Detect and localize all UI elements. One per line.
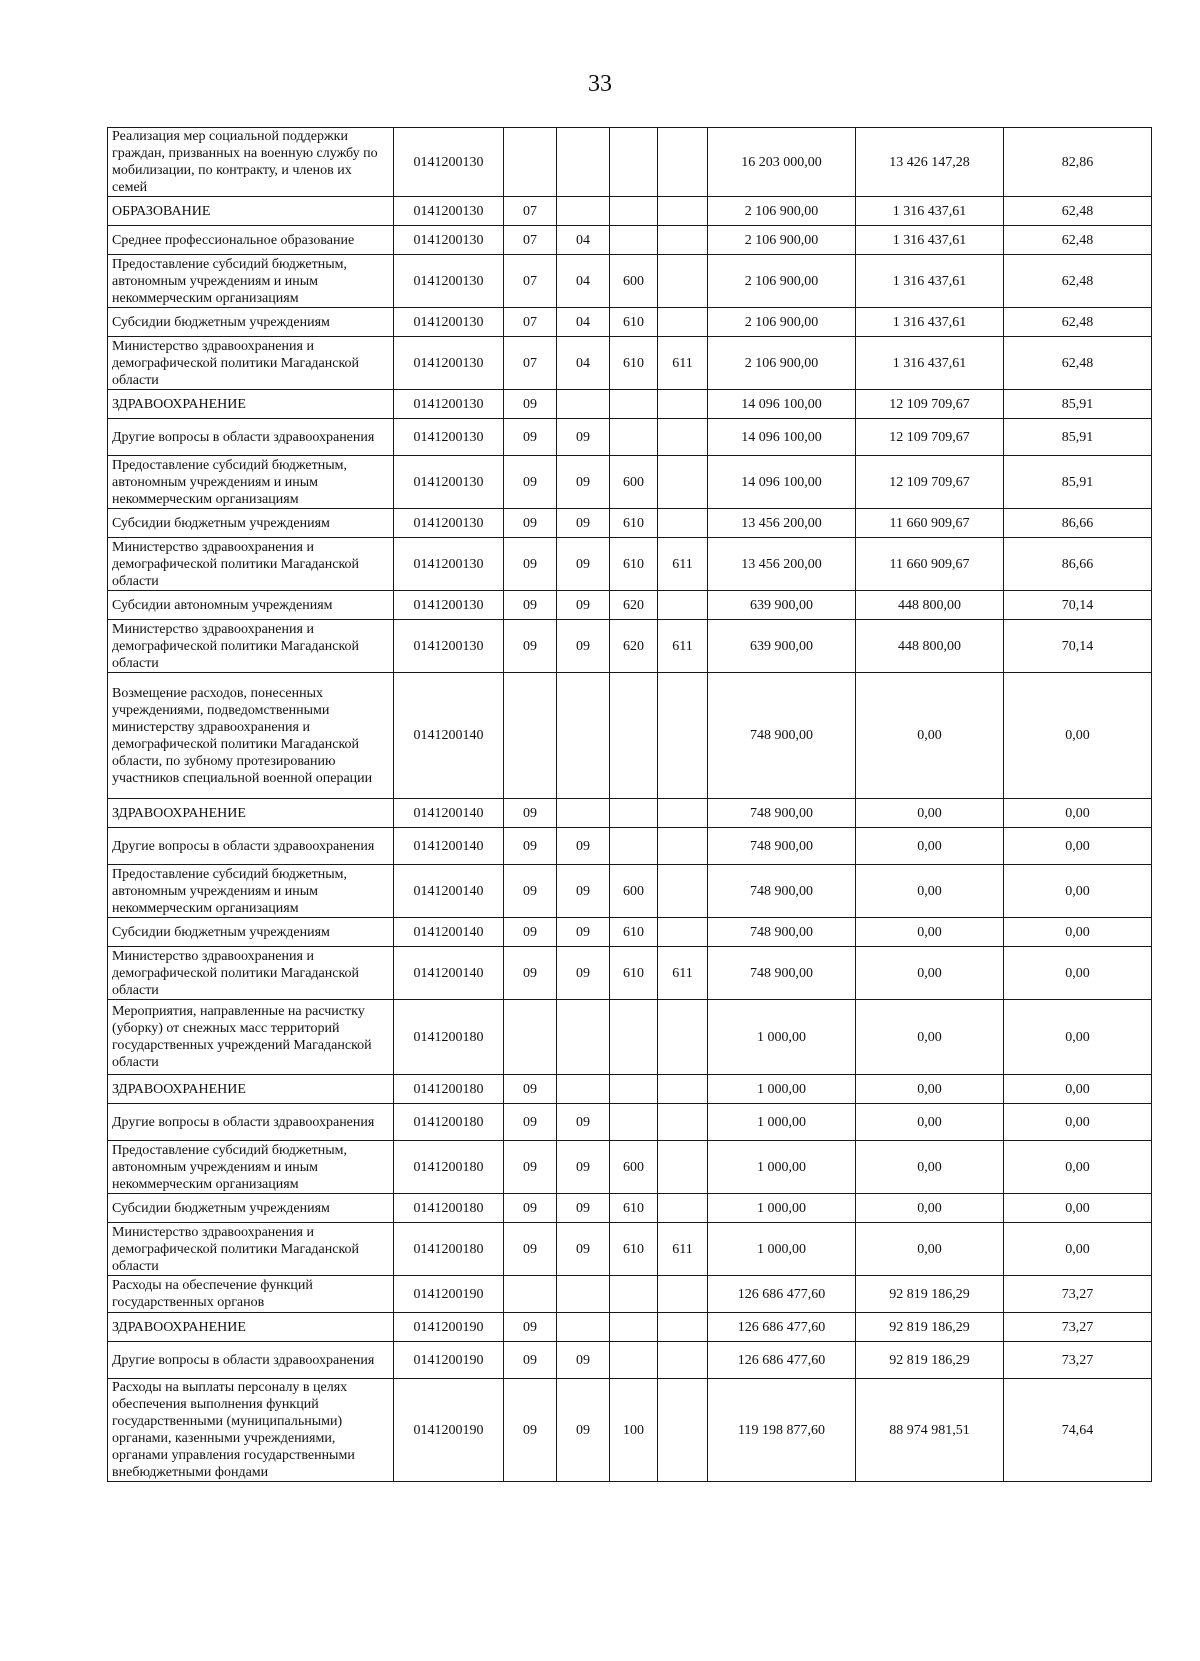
planned-amount-cell: 639 900,00: [708, 591, 856, 620]
expense-type-cell: 100: [610, 1379, 658, 1482]
target-article-cell: 0141200130: [394, 226, 504, 255]
target-article-cell: 0141200180: [394, 1223, 504, 1276]
actual-amount-cell: 0,00: [856, 1075, 1004, 1104]
subsection-code-cell: 09: [557, 947, 610, 1000]
row-name-cell: Мероприятия, направленные на расчистку (уборку) от снежных масс территорий государственных учреждений Магаданской области: [108, 1000, 394, 1075]
execution-percent-cell: 62,48: [1004, 226, 1152, 255]
expense-type-cell: [610, 390, 658, 419]
execution-percent-cell: 73,27: [1004, 1342, 1152, 1379]
expense-type-cell: 610: [610, 918, 658, 947]
target-article-cell: 0141200190: [394, 1276, 504, 1313]
administrator-code-cell: [658, 918, 708, 947]
expense-type-cell: 610: [610, 337, 658, 390]
actual-amount-cell: 0,00: [856, 1000, 1004, 1075]
expense-type-cell: 610: [610, 308, 658, 337]
target-article-cell: 0141200130: [394, 509, 504, 538]
planned-amount-cell: 119 198 877,60: [708, 1379, 856, 1482]
row-name-cell: Расходы на обеспечение функций государственных органов: [108, 1276, 394, 1313]
actual-amount-cell: 1 316 437,61: [856, 197, 1004, 226]
row-name-cell: Другие вопросы в области здравоохранения: [108, 828, 394, 865]
planned-amount-cell: 1 000,00: [708, 1194, 856, 1223]
table-row: [108, 456, 1152, 509]
administrator-code-cell: [658, 1104, 708, 1141]
actual-amount-cell: 92 819 186,29: [856, 1313, 1004, 1342]
expense-type-cell: [610, 128, 658, 197]
subsection-code-cell: [557, 673, 610, 799]
page-number: 33: [588, 71, 612, 97]
section-code-cell: 09: [504, 1379, 557, 1482]
table-row: [108, 226, 1152, 255]
subsection-code-cell: [557, 1276, 610, 1313]
subsection-code-cell: 09: [557, 828, 610, 865]
actual-amount-cell: 448 800,00: [856, 591, 1004, 620]
row-name-cell: Министерство здравоохранения и демографической политики Магаданской области: [108, 538, 394, 591]
subsection-code-cell: 04: [557, 308, 610, 337]
section-code-cell: 09: [504, 1313, 557, 1342]
execution-percent-cell: 82,86: [1004, 128, 1152, 197]
actual-amount-cell: 0,00: [856, 828, 1004, 865]
row-name-cell: Министерство здравоохранения и демографической политики Магаданской области: [108, 947, 394, 1000]
expense-type-cell: [610, 1276, 658, 1313]
subsection-code-cell: [557, 799, 610, 828]
planned-amount-cell: 126 686 477,60: [708, 1276, 856, 1313]
row-name-cell: Среднее профессиональное образование: [108, 226, 394, 255]
administrator-code-cell: [658, 308, 708, 337]
planned-amount-cell: 13 456 200,00: [708, 509, 856, 538]
expense-type-cell: 610: [610, 1223, 658, 1276]
subsection-code-cell: 04: [557, 337, 610, 390]
actual-amount-cell: 12 109 709,67: [856, 419, 1004, 456]
subsection-code-cell: [557, 1075, 610, 1104]
subsection-code-cell: 09: [557, 591, 610, 620]
actual-amount-cell: 1 316 437,61: [856, 308, 1004, 337]
row-name-cell: ЗДРАВООХРАНЕНИЕ: [108, 390, 394, 419]
table-row: [108, 1000, 1152, 1075]
actual-amount-cell: 88 974 981,51: [856, 1379, 1004, 1482]
execution-percent-cell: 62,48: [1004, 255, 1152, 308]
target-article-cell: 0141200130: [394, 255, 504, 308]
administrator-code-cell: 611: [658, 538, 708, 591]
execution-percent-cell: 73,27: [1004, 1276, 1152, 1313]
planned-amount-cell: 748 900,00: [708, 865, 856, 918]
table-row: [108, 947, 1152, 1000]
administrator-code-cell: [658, 390, 708, 419]
row-name-cell: ОБРАЗОВАНИЕ: [108, 197, 394, 226]
table-row: [108, 308, 1152, 337]
row-name-cell: Предоставление субсидий бюджетным, автономным учреждениям и иным некоммерческим организациям: [108, 1141, 394, 1194]
target-article-cell: 0141200190: [394, 1313, 504, 1342]
budget-table: [107, 127, 1152, 1482]
planned-amount-cell: 748 900,00: [708, 947, 856, 1000]
table-row: [108, 1194, 1152, 1223]
table-row: [108, 390, 1152, 419]
execution-percent-cell: 0,00: [1004, 1194, 1152, 1223]
planned-amount-cell: 748 900,00: [708, 918, 856, 947]
administrator-code-cell: [658, 456, 708, 509]
table-row: [108, 1104, 1152, 1141]
row-name-cell: ЗДРАВООХРАНЕНИЕ: [108, 799, 394, 828]
expense-type-cell: [610, 799, 658, 828]
administrator-code-cell: [658, 799, 708, 828]
subsection-code-cell: 09: [557, 419, 610, 456]
actual-amount-cell: 0,00: [856, 865, 1004, 918]
execution-percent-cell: 0,00: [1004, 947, 1152, 1000]
section-code-cell: 09: [504, 1342, 557, 1379]
administrator-code-cell: [658, 1342, 708, 1379]
table-row: [108, 1276, 1152, 1313]
actual-amount-cell: 0,00: [856, 1223, 1004, 1276]
table-row: [108, 1075, 1152, 1104]
actual-amount-cell: 12 109 709,67: [856, 390, 1004, 419]
execution-percent-cell: 73,27: [1004, 1313, 1152, 1342]
subsection-code-cell: 09: [557, 1223, 610, 1276]
actual-amount-cell: 92 819 186,29: [856, 1276, 1004, 1313]
target-article-cell: 0141200140: [394, 947, 504, 1000]
expense-type-cell: 600: [610, 456, 658, 509]
actual-amount-cell: 0,00: [856, 1194, 1004, 1223]
actual-amount-cell: 448 800,00: [856, 620, 1004, 673]
planned-amount-cell: 1 000,00: [708, 1075, 856, 1104]
row-name-cell: ЗДРАВООХРАНЕНИЕ: [108, 1313, 394, 1342]
table-row: [108, 337, 1152, 390]
planned-amount-cell: 2 106 900,00: [708, 226, 856, 255]
expense-type-cell: [610, 1342, 658, 1379]
section-code-cell: 09: [504, 1223, 557, 1276]
section-code-cell: 07: [504, 308, 557, 337]
table-row: [108, 255, 1152, 308]
administrator-code-cell: [658, 1000, 708, 1075]
planned-amount-cell: 126 686 477,60: [708, 1342, 856, 1379]
planned-amount-cell: 16 203 000,00: [708, 128, 856, 197]
planned-amount-cell: 14 096 100,00: [708, 390, 856, 419]
actual-amount-cell: 11 660 909,67: [856, 509, 1004, 538]
table-row: [108, 828, 1152, 865]
planned-amount-cell: 1 000,00: [708, 1104, 856, 1141]
administrator-code-cell: [658, 828, 708, 865]
expense-type-cell: 610: [610, 1194, 658, 1223]
section-code-cell: 07: [504, 226, 557, 255]
target-article-cell: 0141200130: [394, 419, 504, 456]
execution-percent-cell: 0,00: [1004, 1075, 1152, 1104]
section-code-cell: 07: [504, 255, 557, 308]
expense-type-cell: [610, 197, 658, 226]
section-code-cell: 09: [504, 828, 557, 865]
table-row: [108, 799, 1152, 828]
planned-amount-cell: 126 686 477,60: [708, 1313, 856, 1342]
execution-percent-cell: 0,00: [1004, 1104, 1152, 1141]
administrator-code-cell: [658, 419, 708, 456]
table-row: [108, 865, 1152, 918]
execution-percent-cell: 62,48: [1004, 308, 1152, 337]
subsection-code-cell: [557, 197, 610, 226]
subsection-code-cell: [557, 128, 610, 197]
section-code-cell: 09: [504, 419, 557, 456]
table-row: [108, 197, 1152, 226]
execution-percent-cell: 0,00: [1004, 865, 1152, 918]
expense-type-cell: 600: [610, 255, 658, 308]
actual-amount-cell: 11 660 909,67: [856, 538, 1004, 591]
execution-percent-cell: 85,91: [1004, 419, 1152, 456]
section-code-cell: 09: [504, 918, 557, 947]
administrator-code-cell: 611: [658, 620, 708, 673]
row-name-cell: Предоставление субсидий бюджетным, автономным учреждениям и иным некоммерческим организациям: [108, 456, 394, 509]
target-article-cell: 0141200130: [394, 591, 504, 620]
execution-percent-cell: 86,66: [1004, 538, 1152, 591]
target-article-cell: 0141200180: [394, 1075, 504, 1104]
actual-amount-cell: 0,00: [856, 1104, 1004, 1141]
section-code-cell: 09: [504, 509, 557, 538]
administrator-code-cell: [658, 226, 708, 255]
actual-amount-cell: 12 109 709,67: [856, 456, 1004, 509]
row-name-cell: Другие вопросы в области здравоохранения: [108, 1342, 394, 1379]
administrator-code-cell: [658, 1379, 708, 1482]
planned-amount-cell: 639 900,00: [708, 620, 856, 673]
target-article-cell: 0141200130: [394, 337, 504, 390]
target-article-cell: 0141200140: [394, 799, 504, 828]
section-code-cell: 09: [504, 1141, 557, 1194]
row-name-cell: Предоставление субсидий бюджетным, автономным учреждениям и иным некоммерческим организациям: [108, 255, 394, 308]
expense-type-cell: 620: [610, 620, 658, 673]
section-code-cell: 09: [504, 591, 557, 620]
table-row: [108, 509, 1152, 538]
table-body: [108, 128, 1152, 1482]
planned-amount-cell: 2 106 900,00: [708, 337, 856, 390]
execution-percent-cell: 0,00: [1004, 1000, 1152, 1075]
table-row: [108, 620, 1152, 673]
administrator-code-cell: [658, 1194, 708, 1223]
row-name-cell: Субсидии бюджетным учреждениям: [108, 918, 394, 947]
section-code-cell: 09: [504, 799, 557, 828]
actual-amount-cell: 0,00: [856, 673, 1004, 799]
administrator-code-cell: [658, 1141, 708, 1194]
row-name-cell: Другие вопросы в области здравоохранения: [108, 1104, 394, 1141]
section-code-cell: 09: [504, 538, 557, 591]
subsection-code-cell: 04: [557, 255, 610, 308]
administrator-code-cell: [658, 865, 708, 918]
subsection-code-cell: 09: [557, 538, 610, 591]
target-article-cell: 0141200140: [394, 673, 504, 799]
execution-percent-cell: 70,14: [1004, 620, 1152, 673]
section-code-cell: 09: [504, 947, 557, 1000]
section-code-cell: 09: [504, 1104, 557, 1141]
row-name-cell: Реализация мер социальной поддержки граждан, призванных на военную службу по мобилизации, по контракту, и членов их семей: [108, 128, 394, 197]
target-article-cell: 0141200180: [394, 1104, 504, 1141]
section-code-cell: 09: [504, 456, 557, 509]
execution-percent-cell: 85,91: [1004, 456, 1152, 509]
execution-percent-cell: 62,48: [1004, 197, 1152, 226]
subsection-code-cell: [557, 1000, 610, 1075]
section-code-cell: [504, 1276, 557, 1313]
execution-percent-cell: 0,00: [1004, 673, 1152, 799]
actual-amount-cell: 1 316 437,61: [856, 337, 1004, 390]
row-name-cell: Предоставление субсидий бюджетным, автономным учреждениям и иным некоммерческим организациям: [108, 865, 394, 918]
table-row: [108, 419, 1152, 456]
subsection-code-cell: 09: [557, 1141, 610, 1194]
actual-amount-cell: 1 316 437,61: [856, 255, 1004, 308]
target-article-cell: 0141200130: [394, 197, 504, 226]
expense-type-cell: [610, 1075, 658, 1104]
table-row: [108, 128, 1152, 197]
actual-amount-cell: 1 316 437,61: [856, 226, 1004, 255]
table-row: [108, 538, 1152, 591]
administrator-code-cell: [658, 509, 708, 538]
planned-amount-cell: 2 106 900,00: [708, 255, 856, 308]
execution-percent-cell: 0,00: [1004, 799, 1152, 828]
actual-amount-cell: 0,00: [856, 918, 1004, 947]
planned-amount-cell: 748 900,00: [708, 828, 856, 865]
subsection-code-cell: 09: [557, 509, 610, 538]
planned-amount-cell: 2 106 900,00: [708, 197, 856, 226]
subsection-code-cell: 09: [557, 1194, 610, 1223]
subsection-code-cell: 09: [557, 918, 610, 947]
execution-percent-cell: 74,64: [1004, 1379, 1152, 1482]
section-code-cell: [504, 1000, 557, 1075]
planned-amount-cell: 1 000,00: [708, 1000, 856, 1075]
section-code-cell: [504, 673, 557, 799]
expense-type-cell: 610: [610, 947, 658, 1000]
actual-amount-cell: 13 426 147,28: [856, 128, 1004, 197]
subsection-code-cell: 09: [557, 1342, 610, 1379]
row-name-cell: Субсидии автономным учреждениям: [108, 591, 394, 620]
subsection-code-cell: 09: [557, 620, 610, 673]
table-row: [108, 1223, 1152, 1276]
table-row: [108, 1342, 1152, 1379]
administrator-code-cell: [658, 197, 708, 226]
administrator-code-cell: [658, 128, 708, 197]
expense-type-cell: [610, 1104, 658, 1141]
planned-amount-cell: 748 900,00: [708, 673, 856, 799]
row-name-cell: Министерство здравоохранения и демографической политики Магаданской области: [108, 620, 394, 673]
target-article-cell: 0141200190: [394, 1379, 504, 1482]
actual-amount-cell: 0,00: [856, 1141, 1004, 1194]
expense-type-cell: 600: [610, 865, 658, 918]
section-code-cell: 09: [504, 620, 557, 673]
execution-percent-cell: 70,14: [1004, 591, 1152, 620]
administrator-code-cell: [658, 1313, 708, 1342]
actual-amount-cell: 92 819 186,29: [856, 1342, 1004, 1379]
table-row: [108, 1141, 1152, 1194]
section-code-cell: 07: [504, 337, 557, 390]
target-article-cell: 0141200180: [394, 1141, 504, 1194]
expense-type-cell: [610, 1313, 658, 1342]
target-article-cell: 0141200140: [394, 918, 504, 947]
administrator-code-cell: [658, 1276, 708, 1313]
section-code-cell: 09: [504, 865, 557, 918]
table-row: [108, 1313, 1152, 1342]
execution-percent-cell: 0,00: [1004, 918, 1152, 947]
expense-type-cell: [610, 419, 658, 456]
target-article-cell: 0141200180: [394, 1194, 504, 1223]
target-article-cell: 0141200130: [394, 390, 504, 419]
target-article-cell: 0141200130: [394, 128, 504, 197]
target-article-cell: 0141200190: [394, 1342, 504, 1379]
administrator-code-cell: 611: [658, 1223, 708, 1276]
execution-percent-cell: 0,00: [1004, 828, 1152, 865]
section-code-cell: 07: [504, 197, 557, 226]
planned-amount-cell: 748 900,00: [708, 799, 856, 828]
administrator-code-cell: 611: [658, 337, 708, 390]
planned-amount-cell: 1 000,00: [708, 1141, 856, 1194]
target-article-cell: 0141200180: [394, 1000, 504, 1075]
administrator-code-cell: [658, 255, 708, 308]
row-name-cell: Субсидии бюджетным учреждениям: [108, 509, 394, 538]
table-row: [108, 591, 1152, 620]
section-code-cell: 09: [504, 1194, 557, 1223]
expense-type-cell: 620: [610, 591, 658, 620]
expense-type-cell: 610: [610, 538, 658, 591]
subsection-code-cell: 04: [557, 226, 610, 255]
execution-percent-cell: 0,00: [1004, 1223, 1152, 1276]
planned-amount-cell: 2 106 900,00: [708, 308, 856, 337]
subsection-code-cell: [557, 1313, 610, 1342]
target-article-cell: 0141200130: [394, 308, 504, 337]
expense-type-cell: [610, 673, 658, 799]
target-article-cell: 0141200130: [394, 456, 504, 509]
table-row: [108, 673, 1152, 799]
expense-type-cell: 600: [610, 1141, 658, 1194]
administrator-code-cell: [658, 673, 708, 799]
row-name-cell: Субсидии бюджетным учреждениям: [108, 308, 394, 337]
row-name-cell: ЗДРАВООХРАНЕНИЕ: [108, 1075, 394, 1104]
actual-amount-cell: 0,00: [856, 947, 1004, 1000]
expense-type-cell: [610, 828, 658, 865]
execution-percent-cell: 85,91: [1004, 390, 1152, 419]
target-article-cell: 0141200140: [394, 865, 504, 918]
target-article-cell: 0141200130: [394, 538, 504, 591]
row-name-cell: Субсидии бюджетным учреждениям: [108, 1194, 394, 1223]
section-code-cell: [504, 128, 557, 197]
row-name-cell: Министерство здравоохранения и демографической политики Магаданской области: [108, 1223, 394, 1276]
target-article-cell: 0141200130: [394, 620, 504, 673]
administrator-code-cell: [658, 1075, 708, 1104]
target-article-cell: 0141200140: [394, 828, 504, 865]
row-name-cell: Возмещение расходов, понесенных учреждениями, подведомственными министерству здравоохранения и демографической политики Магаданской области, по зубному протезированию участников специальной военной операции: [108, 673, 394, 799]
expense-type-cell: 610: [610, 509, 658, 538]
subsection-code-cell: 09: [557, 1379, 610, 1482]
row-name-cell: Другие вопросы в области здравоохранения: [108, 419, 394, 456]
subsection-code-cell: [557, 390, 610, 419]
execution-percent-cell: 86,66: [1004, 509, 1152, 538]
actual-amount-cell: 0,00: [856, 799, 1004, 828]
planned-amount-cell: 1 000,00: [708, 1223, 856, 1276]
subsection-code-cell: 09: [557, 456, 610, 509]
table-row: [108, 1379, 1152, 1482]
planned-amount-cell: 14 096 100,00: [708, 456, 856, 509]
expense-type-cell: [610, 226, 658, 255]
execution-percent-cell: 0,00: [1004, 1141, 1152, 1194]
administrator-code-cell: 611: [658, 947, 708, 1000]
section-code-cell: 09: [504, 1075, 557, 1104]
execution-percent-cell: 62,48: [1004, 337, 1152, 390]
subsection-code-cell: 09: [557, 1104, 610, 1141]
planned-amount-cell: 13 456 200,00: [708, 538, 856, 591]
row-name-cell: Министерство здравоохранения и демографической политики Магаданской области: [108, 337, 394, 390]
administrator-code-cell: [658, 591, 708, 620]
table-row: [108, 918, 1152, 947]
row-name-cell: Расходы на выплаты персоналу в целях обеспечения выполнения функций государственными (муниципальными) органами, казенными учреждениями, органами управления государственными внебюджетными фондами: [108, 1379, 394, 1482]
expense-type-cell: [610, 1000, 658, 1075]
section-code-cell: 09: [504, 390, 557, 419]
subsection-code-cell: 09: [557, 865, 610, 918]
planned-amount-cell: 14 096 100,00: [708, 419, 856, 456]
